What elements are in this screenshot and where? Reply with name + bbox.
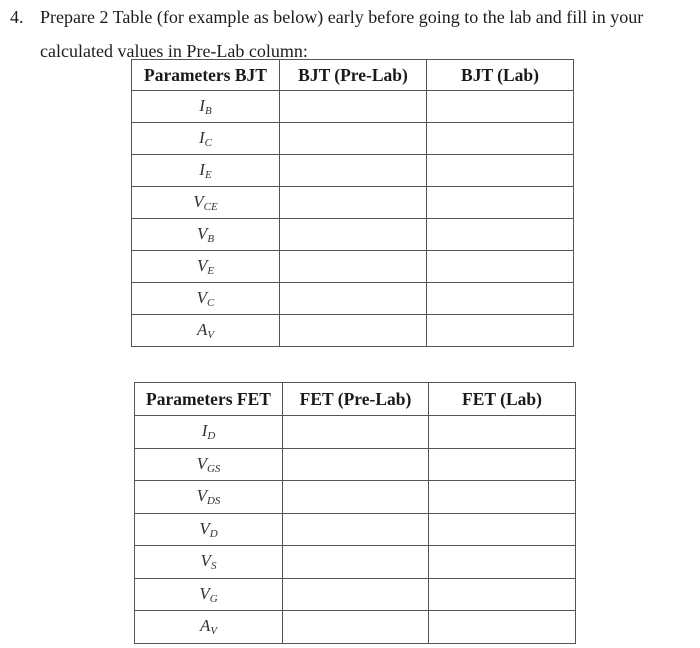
parameter-symbol: V (193, 192, 204, 211)
lab-value-cell (427, 219, 574, 251)
lab-value-cell (427, 187, 574, 219)
parameter-cell (132, 219, 280, 251)
parameter-symbol: I (198, 128, 205, 147)
parameter-subscript: E (204, 169, 212, 181)
parameter-subscript: GS (206, 462, 221, 475)
parameter-subscript: C (204, 137, 212, 149)
parameter-symbol: V (196, 486, 207, 506)
lab-value-cell (427, 283, 574, 315)
lab-value-cell (427, 315, 574, 347)
table-header-row (135, 383, 576, 416)
instruction-text (10, 0, 690, 68)
lab-value-cell (429, 578, 576, 611)
table-row (135, 578, 576, 611)
parameter-subscript: G (209, 592, 218, 605)
parameter-cell (132, 155, 280, 187)
parameter-symbol: A (199, 616, 211, 636)
parameter-cell (135, 481, 283, 514)
table-header-row (132, 60, 574, 91)
lab-value-cell (429, 611, 576, 644)
parameter-subscript: D (207, 430, 216, 443)
table-row (132, 187, 574, 219)
pre-lab-value-cell (283, 513, 429, 546)
parameter-cell (132, 91, 280, 123)
parameter-symbol: I (201, 421, 208, 441)
lab-value-cell (429, 416, 576, 449)
pre-lab-value-cell (283, 448, 429, 481)
pre-lab-value-cell (280, 155, 427, 187)
parameter-subscript: B (207, 233, 215, 245)
parameter-cell (132, 315, 280, 347)
parameter-subscript: C (207, 297, 215, 309)
lab-value-cell (429, 513, 576, 546)
table-row (132, 123, 574, 155)
parameter-cell (135, 448, 283, 481)
parameter-symbol: V (196, 453, 207, 473)
parameter-subscript: E (207, 265, 215, 277)
parameter-cell (135, 578, 283, 611)
parameter-symbol: V (196, 256, 208, 275)
table-row (135, 546, 576, 579)
pre-lab-value-cell (280, 123, 427, 155)
instruction-line-1-text: Prepare 2 Table (for example as below) early before going to the lab and fill in your (40, 7, 644, 27)
fet-parameters-table (134, 382, 576, 644)
header-fet-pre-lab: FET (Pre-Lab) (283, 383, 429, 416)
table-row (135, 416, 576, 449)
pre-lab-value-cell (283, 416, 429, 449)
lab-value-cell (427, 123, 574, 155)
parameter-symbol: A (196, 320, 208, 339)
pre-lab-value-cell (283, 481, 429, 514)
lab-value-cell (429, 448, 576, 481)
header-bjt-pre-lab: BJT (Pre-Lab) (280, 60, 427, 91)
pre-lab-value-cell (283, 546, 429, 579)
table-row (135, 513, 576, 546)
instruction-line-1 (10, 0, 690, 34)
parameter-symbol: V (200, 551, 211, 571)
header-parameters-fet: Parameters FET (135, 383, 283, 416)
parameter-symbol: V (199, 518, 210, 538)
parameter-subscript: CE (203, 201, 218, 213)
parameter-cell (135, 611, 283, 644)
parameter-cell (135, 546, 283, 579)
parameter-cell (135, 513, 283, 546)
table-row (132, 315, 574, 347)
parameter-subscript: B (204, 105, 212, 117)
parameter-cell (132, 251, 280, 283)
table-row (132, 219, 574, 251)
header-parameters-bjt: Parameters BJT (132, 60, 280, 91)
lab-value-cell (429, 481, 576, 514)
parameter-cell (132, 283, 280, 315)
parameter-subscript: DS (206, 495, 221, 508)
parameter-cell (132, 187, 280, 219)
parameter-subscript: V (207, 329, 215, 341)
lab-value-cell (427, 91, 574, 123)
pre-lab-value-cell (280, 251, 427, 283)
parameter-cell (135, 416, 283, 449)
parameter-subscript: D (209, 527, 218, 540)
pre-lab-value-cell (280, 283, 427, 315)
lab-value-cell (427, 251, 574, 283)
table-row (132, 251, 574, 283)
parameter-subscript: S (210, 560, 217, 573)
table-row (132, 91, 574, 123)
header-bjt-lab: BJT (Lab) (427, 60, 574, 91)
pre-lab-value-cell (283, 611, 429, 644)
table-row (132, 283, 574, 315)
bjt-parameters-table (131, 59, 574, 347)
table-row (135, 481, 576, 514)
pre-lab-value-cell (280, 187, 427, 219)
instruction-line-2: calculated values in Pre-Lab column: (40, 41, 308, 61)
parameter-subscript: V (210, 625, 218, 638)
pre-lab-value-cell (280, 219, 427, 251)
table-row (135, 611, 576, 644)
table-row (135, 448, 576, 481)
parameter-symbol: I (199, 160, 205, 179)
table-row (132, 155, 574, 187)
header-fet-lab: FET (Lab) (429, 383, 576, 416)
parameter-symbol: V (199, 583, 210, 603)
parameter-symbol: V (196, 288, 208, 307)
item-number: 4. (10, 7, 24, 27)
pre-lab-value-cell (280, 91, 427, 123)
parameter-symbol: I (199, 96, 205, 115)
lab-value-cell (427, 155, 574, 187)
pre-lab-value-cell (283, 578, 429, 611)
lab-value-cell (429, 546, 576, 579)
parameter-symbol: V (196, 224, 208, 243)
parameter-cell (132, 123, 280, 155)
pre-lab-value-cell (280, 315, 427, 347)
